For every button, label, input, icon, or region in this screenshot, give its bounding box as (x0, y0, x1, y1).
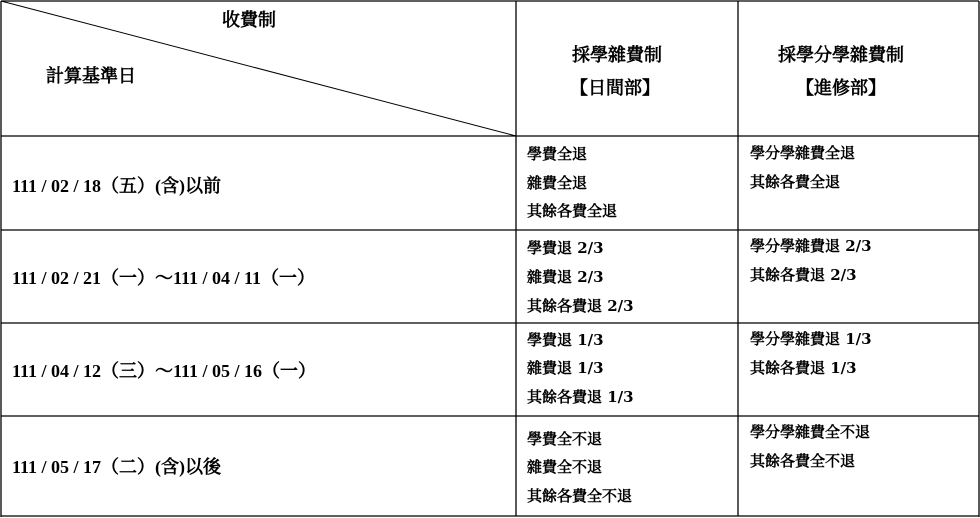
row-item: 學費全不退 (527, 430, 603, 448)
column-header-evening-line1: 採學分學雜費制 (778, 45, 904, 66)
row-item: 其餘各費退 2/3 (750, 266, 857, 284)
row-item: 雜費退 2/3 (527, 268, 604, 286)
row-date: 111 / 05 / 17（二）(含)以後 (12, 457, 222, 477)
row-date: 111 / 02 / 18（五）(含)以前 (12, 176, 222, 196)
column-header-day-line1: 採學雜費制 (572, 45, 662, 66)
row-item: 其餘各費退 2/3 (527, 297, 634, 315)
row-item: 學費退 2/3 (527, 239, 604, 257)
column-header-evening-line2: 【進修部】 (796, 78, 886, 99)
row-item: 其餘各費全不退 (750, 452, 856, 470)
corner-top-label: 收費制 (222, 10, 276, 31)
row-item: 其餘各費退 1/3 (750, 359, 857, 377)
row-item: 學分學雜費全退 (750, 144, 856, 162)
row-date: 111 / 02 / 21（一）～111 / 04 / 11（一） (12, 268, 316, 288)
row-date: 111 / 04 / 12（三）～111 / 05 / 16（一） (12, 361, 317, 381)
row-item: 學費全退 (527, 145, 588, 163)
row-item: 學分學雜費退 1/3 (750, 330, 872, 348)
row-item: 其餘各費全退 (527, 202, 618, 220)
row-item: 學分學雜費全不退 (750, 423, 871, 441)
column-header-day-line2: 【日間部】 (570, 78, 660, 99)
row-item: 雜費全不退 (527, 458, 603, 476)
row-item: 學分學雜費退 2/3 (750, 237, 872, 255)
row-item: 其餘各費退 1/3 (527, 388, 634, 406)
row-item: 其餘各費全不退 (527, 487, 633, 505)
row-item: 其餘各費全退 (750, 173, 841, 191)
row-item: 學費退 1/3 (527, 331, 604, 349)
row-item: 雜費退 1/3 (527, 359, 604, 377)
row-item: 雜費全退 (527, 174, 588, 192)
corner-bottom-label: 計算基準日 (46, 66, 136, 87)
